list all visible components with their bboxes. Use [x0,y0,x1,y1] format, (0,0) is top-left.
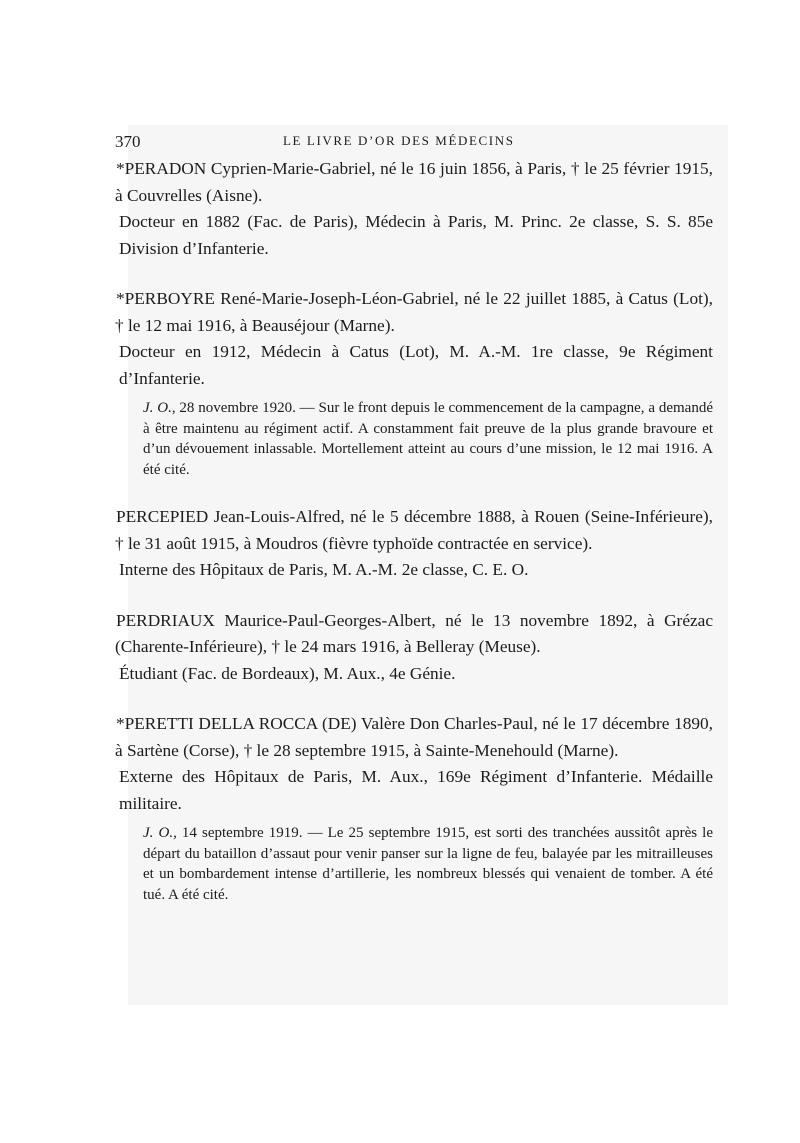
entry-heading: PERCEPIED Jean-Louis-Alfred, né le 5 décembre 1888, à Rouen (Seine-Inférieure), † le 31 août 1915, à Moudros (fièvre typhoïde contractée en service). [115,507,713,553]
entry-peradon [115,156,713,262]
citation [143,823,713,905]
running-title: LE LIVRE D’OR DES MÉDECINS [283,133,515,148]
entry-career: Étudiant (Fac. de Bordeaux), M. Aux., 4e Génie. [119,663,456,683]
entry-percepied [115,504,713,584]
entry-perdriaux [115,608,713,688]
entry-heading: *PERETTI DELLA ROCCA (DE) Valère Don Charles-Paul, né le 17 décembre 1890, à Sartène (Corse), † le 28 septembre 1915, à Sainte-Menehould (Marne). [115,714,713,760]
entry-heading: *PERADON Cyprien-Marie-Gabriel, né le 16 juin 1856, à Paris, † le 25 février 1915, à Couvrelles (Aisne). [115,159,713,205]
citation-source: J. O. [143,825,174,841]
entry-perboyre [115,286,713,480]
entry-career: Interne des Hôpitaux de Paris, M. A.-M. 2e classe, C. E. O. [119,560,529,579]
page-header [115,128,713,156]
entry-peretti [115,711,713,905]
citation-text: , 28 novembre 1920. — Sur le front depuis le commencement de la campagne, a demandé à être maintenu au régiment actif. A constamment fait preuve de la plus grande bravoure et d’un dévouement inlassable. Mortellement atteint au cours d’une mission, le 12 mai 1916. A été cité. [143,400,714,478]
entry-heading: *PERBOYRE René-Marie-Joseph-Léon-Gabriel, né le 22 juillet 1885, à Catus (Lot), † le 12 mai 1916, à Beauséjour (Marne). [115,289,713,335]
citation [143,398,713,480]
document-page [115,128,713,905]
entry-career: Docteur en 1882 (Fac. de Paris), Médecin à Paris, M. Princ. 2e classe, S. S. 85e Division d’Infanterie. [119,212,713,258]
entry-heading: PERDRIAUX Maurice-Paul-Georges-Albert, né le 13 novembre 1892, à Grézac (Charente-Inférieure), † le 24 mars 1916, à Belleray (Meuse). [115,610,713,656]
entry-career: Externe des Hôpitaux de Paris, M. Aux., 169e Régiment d’Infanterie. Médaille militaire. [119,767,713,813]
entry-career: Docteur en 1912, Médecin à Catus (Lot), M. A.-M. 1re classe, 9e Régiment d’Infanterie. [119,342,713,388]
page-number: 370 [115,132,141,151]
citation-source: J. O. [143,400,172,416]
citation-text: , 14 septembre 1919. — Le 25 septembre 1915, est sorti des tranchées aussitôt après le départ du bataillon d’assaut pour venir panser sur la ligne de feu, balayée par les mitrailleuses et un bombardement intense d’artillerie, les nombreux blessés qui venaient de tomber. A été tué. A été cité. [143,825,713,903]
